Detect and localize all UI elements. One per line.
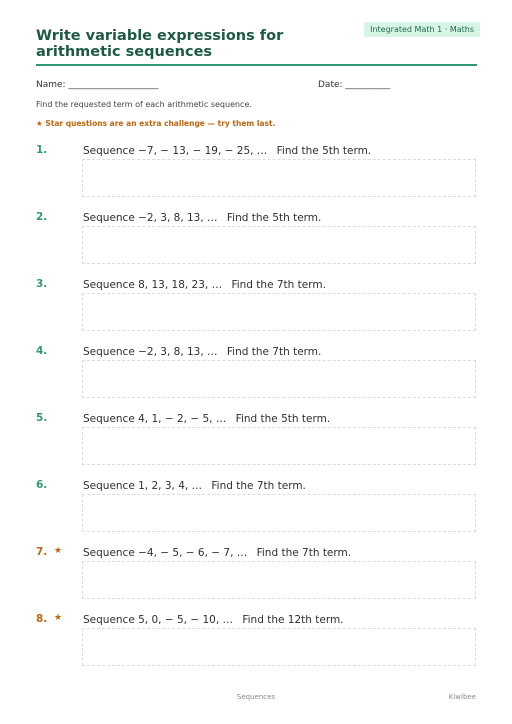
star-icon: ★: [54, 613, 63, 623]
header-divider: [36, 64, 477, 66]
answer-box[interactable]: [82, 360, 476, 398]
problem-7: [0, 546, 512, 616]
task-text: Find the 7th term.: [256, 547, 352, 559]
task-text: Find the 5th term.: [235, 413, 331, 425]
instructions-text: Find the requested term of each arithmetic sequence.: [36, 100, 252, 109]
answer-box[interactable]: [82, 159, 476, 197]
problem-3: [0, 278, 512, 348]
problem-5: [0, 412, 512, 482]
problem-question: [83, 614, 344, 626]
answer-box[interactable]: [82, 628, 476, 666]
sequence-text: Sequence 4, 1, − 2, − 5, …: [83, 413, 227, 425]
task-text: Find the 5th term.: [276, 145, 372, 157]
problem-question: [83, 279, 326, 291]
sequence-text: Sequence −2, 3, 8, 13, …: [83, 212, 218, 224]
answer-box[interactable]: [82, 494, 476, 532]
problem-number: 8.: [36, 613, 48, 625]
star-icon: ★: [54, 546, 63, 556]
problem-4: [0, 345, 512, 415]
task-text: Find the 7th term.: [226, 346, 322, 358]
task-text: Find the 12th term.: [242, 614, 344, 626]
sequence-text: Sequence −2, 3, 8, 13, …: [83, 346, 218, 358]
problem-question: [83, 413, 330, 425]
problem-question: [83, 480, 306, 492]
challenge-note: ★ Star questions are an extra challenge — try them last.: [36, 119, 276, 128]
name-field: Name: ____________________: [36, 80, 159, 90]
sequence-text: Sequence 5, 0, − 5, − 10, …: [83, 614, 234, 626]
problem-number: 6.: [36, 479, 48, 491]
problem-question: [83, 547, 351, 559]
page-title: Write variable expressions for arithmetic sequences: [36, 28, 284, 60]
task-text: Find the 7th term.: [231, 279, 326, 291]
problem-question: [83, 346, 321, 358]
problem-number: 5.: [36, 412, 48, 424]
sequence-text: Sequence 8, 13, 18, 23, …: [83, 279, 223, 291]
problem-number: 7.: [36, 546, 48, 558]
course-badge: Integrated Math 1 · Maths: [364, 22, 480, 37]
answer-box[interactable]: [82, 293, 476, 331]
problem-6: [0, 479, 512, 549]
problem-2: [0, 211, 512, 281]
problem-8: [0, 613, 512, 683]
sequence-text: Sequence 1, 2, 3, 4, …: [83, 480, 203, 492]
problem-number: 2.: [36, 211, 48, 223]
answer-box[interactable]: [82, 226, 476, 264]
problem-number: 1.: [36, 144, 48, 156]
task-text: Find the 5th term.: [226, 212, 322, 224]
problem-number: 4.: [36, 345, 48, 357]
answer-box[interactable]: [82, 561, 476, 599]
footer-brand: Kiwibee: [448, 693, 476, 701]
problem-question: [83, 145, 371, 157]
footer-topic: Sequences: [236, 693, 276, 701]
date-field: Date: __________: [318, 80, 391, 90]
sequence-text: Sequence −4, − 5, − 6, − 7, …: [83, 547, 248, 559]
problem-1: [0, 144, 512, 214]
sequence-text: Sequence −7, − 13, − 19, − 25, …: [83, 145, 268, 157]
problem-number: 3.: [36, 278, 48, 290]
answer-box[interactable]: [82, 427, 476, 465]
problem-question: [83, 212, 321, 224]
task-text: Find the 7th term.: [211, 480, 306, 492]
